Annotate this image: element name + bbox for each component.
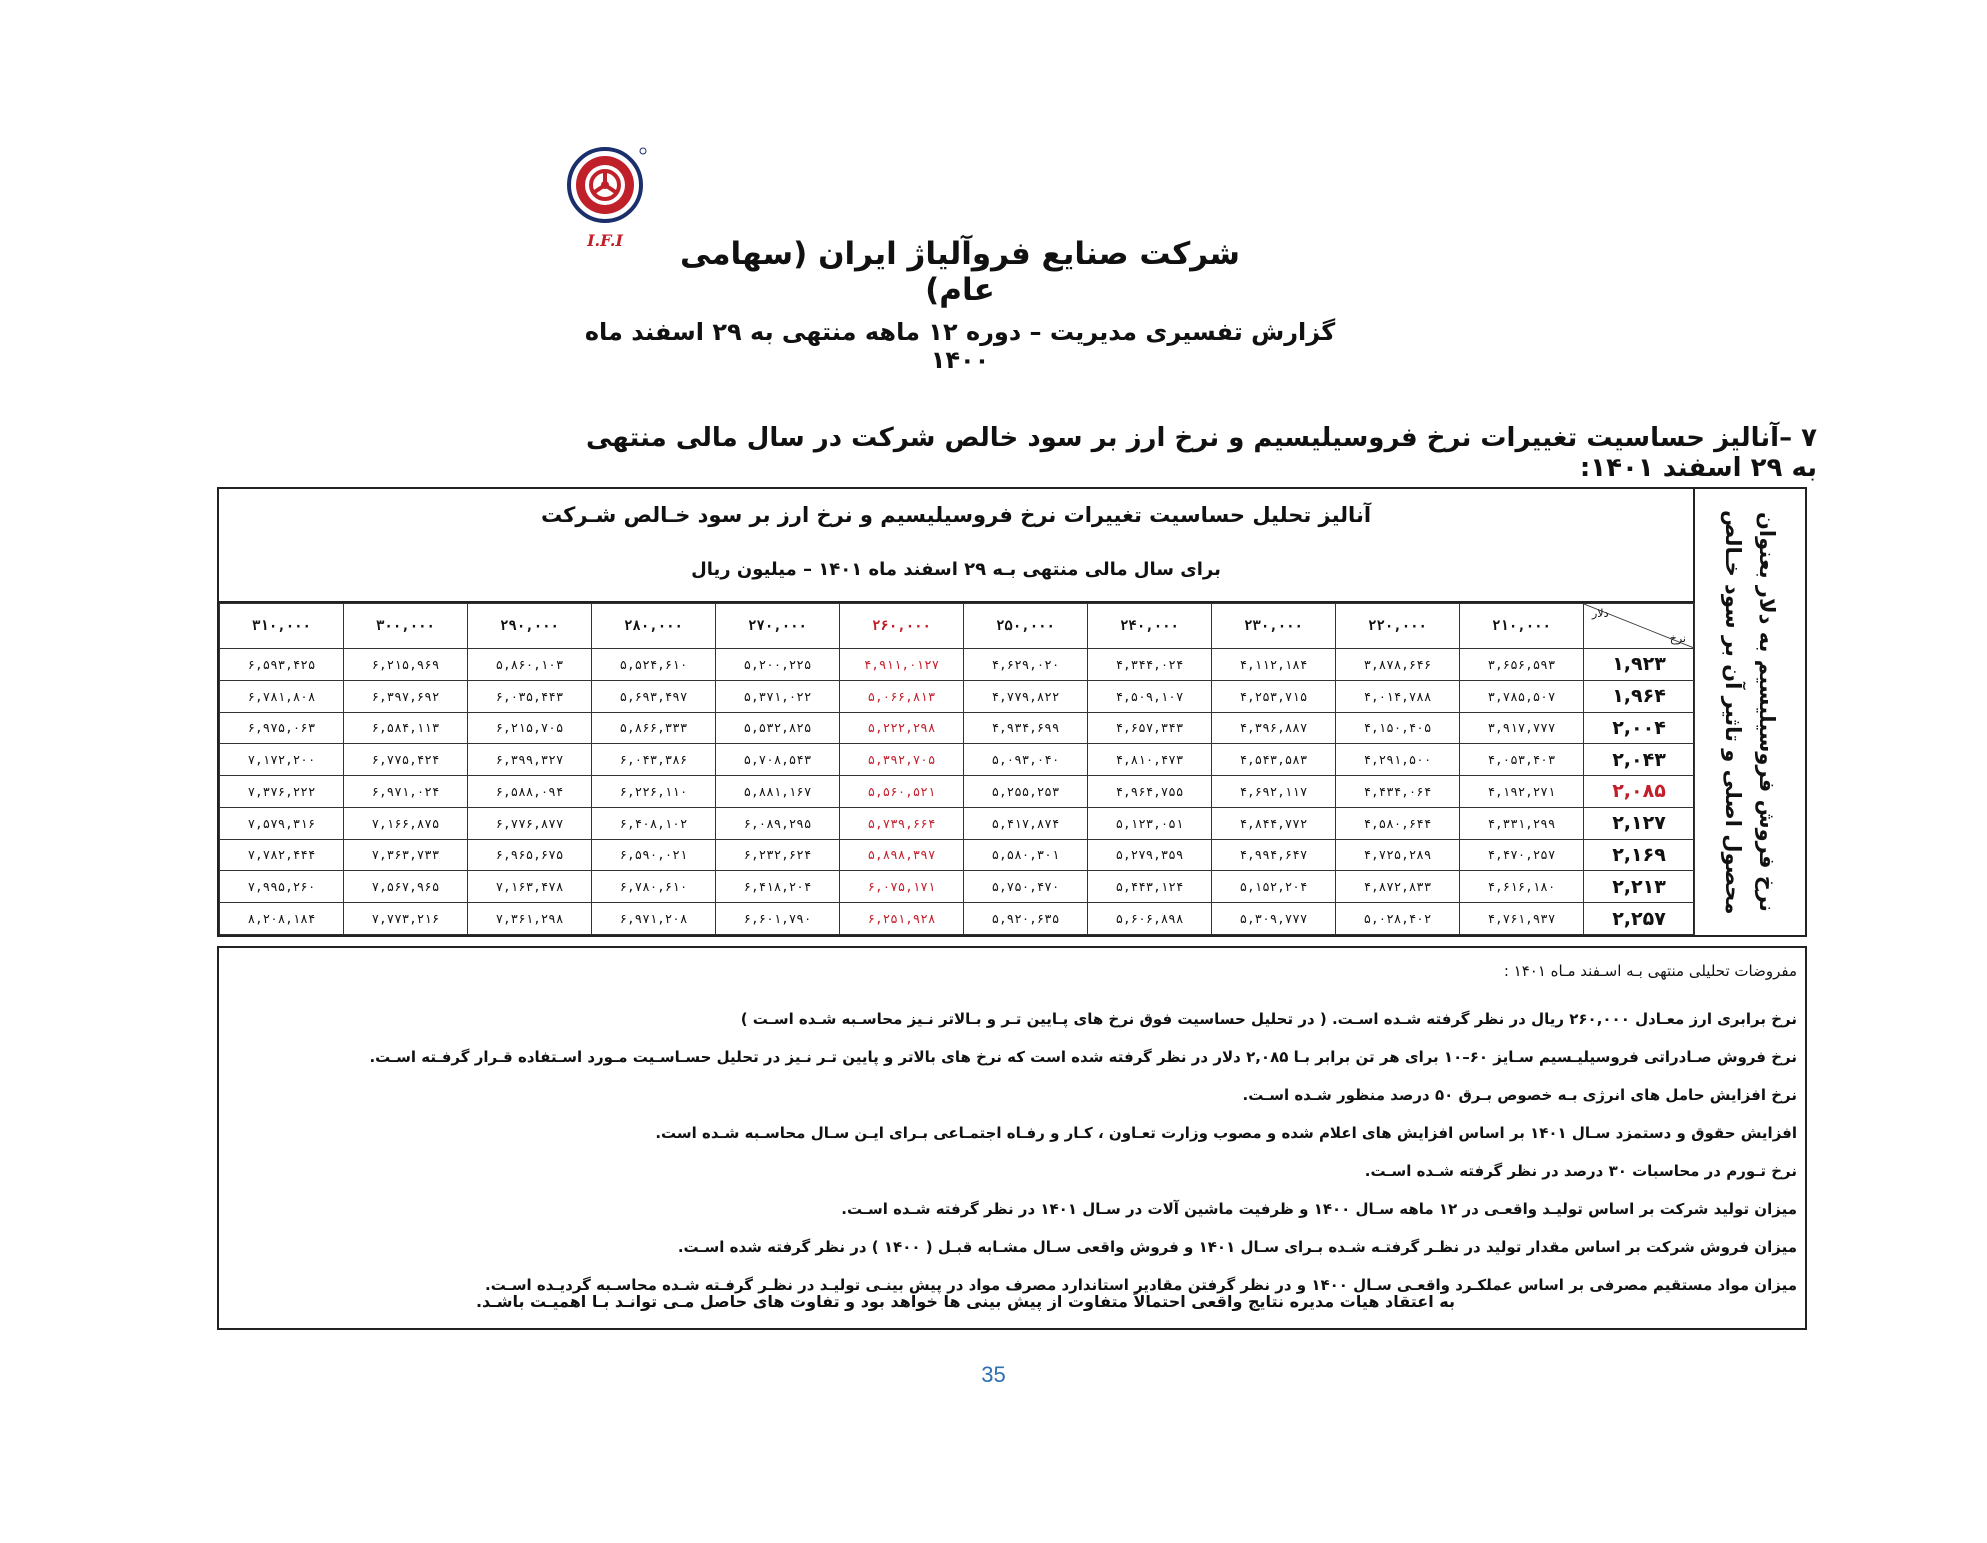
value-cell: ۴,۹۶۴,۷۵۵	[1088, 776, 1212, 808]
value-cell: ۵,۱۲۳,۰۵۱	[1088, 807, 1212, 839]
assumptions-note: به اعتقاد هیات مدیره نتایج واقعی احتمالاً متفاوت از پیش بینی ها خواهد بود و تفاوت های حاصل مـی توانـد بـا اهمیـت باشـد.	[475, 1292, 1455, 1311]
value-cell: ۴,۳۴۴,۰۲۴	[1088, 649, 1212, 681]
rate-cell: ۱,۹۶۴	[1584, 680, 1695, 712]
column-header: ۲۴۰,۰۰۰	[1088, 604, 1212, 649]
value-cell: ۵,۳۰۹,۷۷۷	[1212, 903, 1336, 935]
value-cell: ۶,۵۸۴,۱۱۳	[344, 712, 468, 744]
rate-cell: ۲,۲۵۷	[1584, 903, 1695, 935]
value-cell: ۳,۶۵۶,۵۹۳	[1460, 649, 1584, 681]
assumption-item: میزان مواد مستقیم مصرفی بر اساس عملکـرد واقعـی سـال ۱۴۰۰ و در نظر گرفتن مقادیر استاندارد مصرف مواد در پیش بینـی تولیـد در نظـر گرفـته شـده محاسـبه گردیـده اسـت.	[485, 1276, 1797, 1294]
value-cell: ۴,۶۱۶,۱۸۰	[1460, 871, 1584, 903]
value-cell: ۴,۱۵۰,۴۰۵	[1336, 712, 1460, 744]
value-cell: ۵,۲۲۲,۲۹۸	[840, 712, 964, 744]
column-header: ۳۱۰,۰۰۰	[220, 604, 344, 649]
value-cell: ۷,۵۶۷,۹۶۵	[344, 871, 468, 903]
value-cell: ۵,۲۰۰,۲۲۵	[716, 649, 840, 681]
grid-body	[220, 649, 1695, 935]
value-cell: ۵,۸۹۸,۳۹۷	[840, 839, 964, 871]
value-cell: ۵,۸۸۱,۱۶۷	[716, 776, 840, 808]
assumption-item: نرخ فروش صـادراتی فروسیلیـسیم سـایز ۶۰–۱۰ برای هر تن برابر بـا ۲,۰۸۵ دلار در نظر گرفته شده است که نرخ های بالاتر و پایین تـر نـیز در تحلیل حسـاسـیت مـورد اسـتفاده قـرار گرفـته اسـت.	[369, 1048, 1797, 1066]
value-cell: ۶,۹۷۵,۰۶۳	[220, 712, 344, 744]
table-subtitle: برای سال مالی منتهی بـه ۲۹ اسفند ماه ۱۴۰۱ – میلیون ریال	[691, 559, 1221, 580]
value-cell: ۴,۱۱۲,۱۸۴	[1212, 649, 1336, 681]
table-row	[220, 903, 1695, 935]
assumptions-title: مفروضات تحلیلی منتهی بـه اسـفند مـاه ۱۴۰۱ :	[1503, 962, 1797, 980]
column-header: ۳۰۰,۰۰۰	[344, 604, 468, 649]
value-cell: ۵,۱۵۲,۲۰۴	[1212, 871, 1336, 903]
value-cell: ۴,۸۱۰,۴۷۳	[1088, 744, 1212, 776]
report-title: گزارش تفسیری مدیریت – دوره ۱۲ ماهه منتهی به ۲۹ اسفند ماه ۱۴۰۰	[584, 318, 1336, 374]
value-cell: ۴,۲۹۱,۵۰۰	[1336, 744, 1460, 776]
value-cell: ۶,۴۰۸,۱۰۲	[592, 807, 716, 839]
value-cell: ۶,۶۰۱,۷۹۰	[716, 903, 840, 935]
corner-cell	[1584, 604, 1695, 649]
value-cell: ۶,۴۱۸,۲۰۴	[716, 871, 840, 903]
value-cell: ۴,۰۱۴,۷۸۸	[1336, 680, 1460, 712]
sensitivity-grid	[219, 603, 1695, 935]
value-cell: ۷,۳۶۳,۷۳۳	[344, 839, 468, 871]
value-cell: ۴,۴۳۴,۰۶۴	[1336, 776, 1460, 808]
column-header: ۲۲۰,۰۰۰	[1336, 604, 1460, 649]
assumptions-list	[239, 1000, 1797, 1304]
value-cell: ۴,۷۷۹,۸۲۲	[964, 680, 1088, 712]
value-cell: ۴,۵۴۳,۵۸۳	[1212, 744, 1336, 776]
value-cell: ۷,۱۷۲,۲۰۰	[220, 744, 344, 776]
value-cell: ۴,۴۷۰,۲۵۷	[1460, 839, 1584, 871]
value-cell: ۵,۴۴۳,۱۲۴	[1088, 871, 1212, 903]
section-heading: ۷ –آنالیز حساسیت تغییرات نرخ فروسیلیسیم و نرخ ارز بر سود خالص شرکت در سال مالی منتهی به ۲۹ اسفند ۱۴۰۱:	[585, 423, 1817, 483]
value-cell: ۴,۰۵۳,۴۰۳	[1460, 744, 1584, 776]
value-cell: ۷,۳۷۶,۲۲۲	[220, 776, 344, 808]
side-label	[1693, 489, 1805, 935]
value-cell: ۴,۶۹۲,۱۱۷	[1212, 776, 1336, 808]
rate-cell: ۲,۲۱۳	[1584, 871, 1695, 903]
assumption-item: میزان تولید شرکت بر اساس تولیـد واقعـی در ۱۲ ماهه سـال ۱۴۰۰ و ظرفیت ماشین آلات در سـال ۱۴۰۱ در نظر گرفته شـده اسـت.	[841, 1200, 1797, 1218]
rate-cell: ۲,۰۰۴	[1584, 712, 1695, 744]
value-cell: ۶,۵۹۰,۰۲۱	[592, 839, 716, 871]
value-cell: ۵,۰۲۸,۴۰۲	[1336, 903, 1460, 935]
rate-cell: ۱,۹۲۳	[1584, 649, 1695, 681]
corner-label-top: دلار	[1592, 607, 1609, 620]
value-cell: ۵,۷۵۰,۴۷۰	[964, 871, 1088, 903]
assumption-item: نرخ برابری ارز معـادل ۲۶۰,۰۰۰ ریال در نظر گرفته شـده اسـت. ( در تحلیل حساسیت فوق نرخ های پـایین تـر و بـالاتر نـیز محاسـبه شـده اسـت )	[740, 1010, 1797, 1028]
page-number: 35	[981, 1362, 1006, 1387]
table-row	[220, 807, 1695, 839]
value-cell: ۶,۲۱۵,۷۰۵	[468, 712, 592, 744]
logo-text: I.F.I	[587, 231, 623, 250]
table-row	[220, 680, 1695, 712]
value-cell: ۵,۰۹۳,۰۴۰	[964, 744, 1088, 776]
table-row	[220, 776, 1695, 808]
value-cell: ۶,۲۱۵,۹۶۹	[344, 649, 468, 681]
value-cell: ۶,۵۹۳,۴۲۵	[220, 649, 344, 681]
value-cell: ۶,۳۹۹,۳۲۷	[468, 744, 592, 776]
value-cell: ۴,۹۹۴,۶۴۷	[1212, 839, 1336, 871]
value-cell: ۵,۸۶۰,۱۰۳	[468, 649, 592, 681]
grid-header-row	[220, 604, 1695, 649]
rate-cell: ۲,۱۲۷	[1584, 807, 1695, 839]
assumption-item: نرخ افزایش حامل های انرژی بـه خصوص بـرق ۵۰ درصد منظور شـده اسـت.	[1242, 1086, 1797, 1104]
column-header: ۲۱۰,۰۰۰	[1460, 604, 1584, 649]
value-cell: ۵,۳۷۱,۰۲۲	[716, 680, 840, 712]
company-logo	[560, 145, 650, 255]
value-cell: ۵,۸۶۶,۳۳۳	[592, 712, 716, 744]
table-row	[220, 649, 1695, 681]
value-cell: ۴,۳۳۱,۲۹۹	[1460, 807, 1584, 839]
table-row	[220, 744, 1695, 776]
table-row	[220, 839, 1695, 871]
value-cell: ۷,۷۷۳,۲۱۶	[344, 903, 468, 935]
value-cell: ۶,۲۲۶,۱۱۰	[592, 776, 716, 808]
value-cell: ۵,۶۰۶,۸۹۸	[1088, 903, 1212, 935]
value-cell: ۴,۲۵۳,۷۱۵	[1212, 680, 1336, 712]
value-cell: ۵,۲۵۵,۲۵۳	[964, 776, 1088, 808]
table-header	[219, 489, 1693, 603]
value-cell: ۵,۵۸۰,۳۰۱	[964, 839, 1088, 871]
value-cell: ۵,۵۳۲,۸۲۵	[716, 712, 840, 744]
value-cell: ۴,۳۹۶,۸۸۷	[1212, 712, 1336, 744]
value-cell: ۶,۳۹۷,۶۹۲	[344, 680, 468, 712]
value-cell: ۴,۹۳۴,۶۹۹	[964, 712, 1088, 744]
value-cell: ۶,۰۷۵,۱۷۱	[840, 871, 964, 903]
value-cell: ۷,۱۶۶,۸۷۵	[344, 807, 468, 839]
value-cell: ۳,۹۱۷,۷۷۷	[1460, 712, 1584, 744]
column-header: ۲۷۰,۰۰۰	[716, 604, 840, 649]
side-label-text: نرخ فروش فروسیلیسیم به دلار بعنوان محصول اصلی و تاثیر آن بر سود خـالص	[1721, 509, 1779, 915]
value-cell: ۶,۹۷۱,۲۰۸	[592, 903, 716, 935]
value-cell: ۶,۹۷۱,۰۲۴	[344, 776, 468, 808]
sensitivity-table-box	[217, 487, 1807, 937]
value-cell: ۸,۲۰۸,۱۸۴	[220, 903, 344, 935]
assumption-item: نرخ تـورم در محاسبات ۳۰ درصد در نظر گرفته شـده اسـت.	[1364, 1162, 1797, 1180]
value-cell: ۶,۲۳۲,۶۲۴	[716, 839, 840, 871]
column-header: ۲۹۰,۰۰۰	[468, 604, 592, 649]
value-cell: ۶,۷۸۰,۶۱۰	[592, 871, 716, 903]
value-cell: ۵,۲۷۹,۳۵۹	[1088, 839, 1212, 871]
column-header: ۲۵۰,۰۰۰	[964, 604, 1088, 649]
table-row	[220, 871, 1695, 903]
value-cell: ۷,۷۸۲,۴۴۴	[220, 839, 344, 871]
value-cell: ۶,۰۸۹,۲۹۵	[716, 807, 840, 839]
value-cell: ۴,۷۲۵,۲۸۹	[1336, 839, 1460, 871]
value-cell: ۶,۰۴۳,۳۸۶	[592, 744, 716, 776]
value-cell: ۴,۸۷۲,۸۳۳	[1336, 871, 1460, 903]
value-cell: ۵,۷۰۸,۵۴۳	[716, 744, 840, 776]
value-cell: ۴,۵۸۰,۶۴۴	[1336, 807, 1460, 839]
table-area	[219, 489, 1693, 935]
value-cell: ۶,۵۸۸,۰۹۴	[468, 776, 592, 808]
assumption-item: میزان فروش شرکت بر اساس مقدار تولید در نظـر گرفتـه شـده بـرای سـال ۱۴۰۱ و فروش واقعی سـال مشـابه قبـل ( ۱۴۰۰ ) در نظر گرفته شده اسـت.	[677, 1238, 1797, 1256]
company-name: شرکت صنایع فروآلیاژ ایران (سهامی عام)	[679, 236, 1241, 308]
value-cell: ۶,۹۶۵,۶۷۵	[468, 839, 592, 871]
value-cell: ۵,۴۱۷,۸۷۴	[964, 807, 1088, 839]
rate-cell: ۲,۱۶۹	[1584, 839, 1695, 871]
column-header: ۲۶۰,۰۰۰	[840, 604, 964, 649]
table-title: آنالیز تحلیل حساسیت تغییرات نرخ فروسیلیسیم و نرخ ارز بر سود خـالص شـرکت	[540, 503, 1372, 527]
value-cell: ۵,۵۶۰,۵۲۱	[840, 776, 964, 808]
value-cell: ۴,۷۶۱,۹۳۷	[1460, 903, 1584, 935]
table-row	[220, 712, 1695, 744]
value-cell: ۳,۸۷۸,۶۴۶	[1336, 649, 1460, 681]
corner-label-bottom: نرخ	[1669, 632, 1686, 645]
value-cell: ۷,۹۹۵,۲۶۰	[220, 871, 344, 903]
assumptions-box	[217, 946, 1807, 1330]
value-cell: ۶,۷۷۵,۴۲۴	[344, 744, 468, 776]
value-cell: ۴,۱۹۲,۲۷۱	[1460, 776, 1584, 808]
value-cell: ۵,۰۶۶,۸۱۳	[840, 680, 964, 712]
value-cell: ۴,۶۲۹,۰۲۰	[964, 649, 1088, 681]
value-cell: ۳,۷۸۵,۵۰۷	[1460, 680, 1584, 712]
value-cell: ۵,۷۳۹,۶۶۴	[840, 807, 964, 839]
value-cell: ۷,۱۶۳,۴۷۸	[468, 871, 592, 903]
value-cell: ۶,۰۳۵,۴۴۳	[468, 680, 592, 712]
assumption-item: افزایش حقوق و دستمزد سـال ۱۴۰۱ بر اساس افزایش های اعلام شده و مصوب وزارت تعـاون ، کـار و رفـاه اجتمـاعی بـرای ایـن سـال محاسـبه شـده است.	[655, 1124, 1797, 1142]
value-cell: ۷,۵۷۹,۳۱۶	[220, 807, 344, 839]
column-header: ۲۸۰,۰۰۰	[592, 604, 716, 649]
value-cell: ۵,۳۹۲,۷۰۵	[840, 744, 964, 776]
value-cell: ۶,۷۸۱,۸۰۸	[220, 680, 344, 712]
value-cell: ۴,۶۵۷,۳۴۳	[1088, 712, 1212, 744]
value-cell: ۵,۶۹۳,۴۹۷	[592, 680, 716, 712]
value-cell: ۶,۲۵۱,۹۲۸	[840, 903, 964, 935]
value-cell: ۶,۷۷۶,۸۷۷	[468, 807, 592, 839]
value-cell: ۵,۵۲۴,۶۱۰	[592, 649, 716, 681]
value-cell: ۷,۳۶۱,۲۹۸	[468, 903, 592, 935]
value-cell: ۴,۵۰۹,۱۰۷	[1088, 680, 1212, 712]
rate-cell: ۲,۰۴۳	[1584, 744, 1695, 776]
value-cell: ۴,۹۱۱,۰۱۲۷	[840, 649, 964, 681]
value-cell: ۴,۸۴۴,۷۷۲	[1212, 807, 1336, 839]
column-header: ۲۳۰,۰۰۰	[1212, 604, 1336, 649]
value-cell: ۵,۹۲۰,۶۳۵	[964, 903, 1088, 935]
rate-cell: ۲,۰۸۵	[1584, 776, 1695, 808]
